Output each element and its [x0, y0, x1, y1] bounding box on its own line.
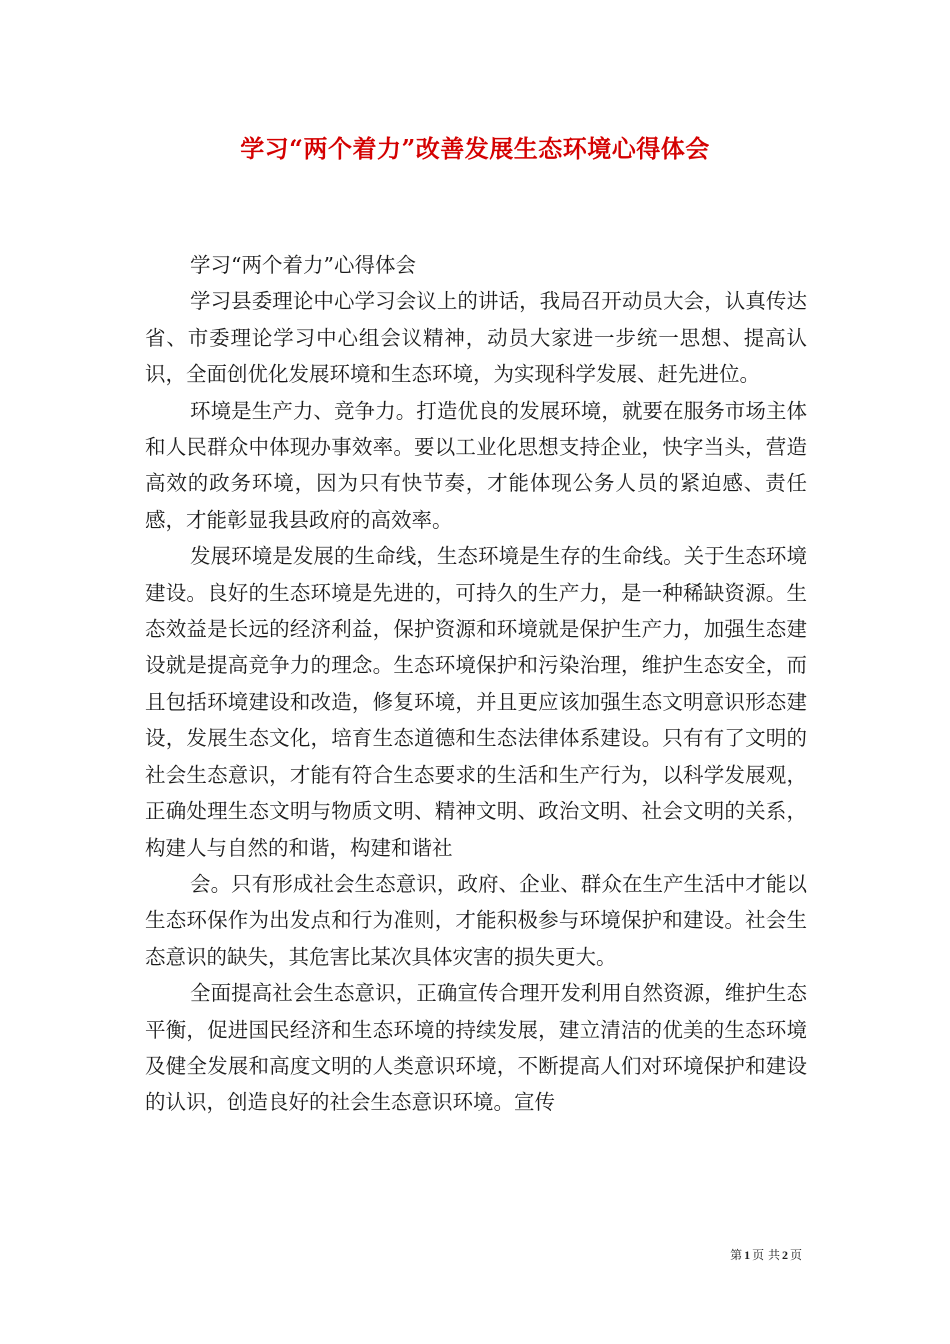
footer-suffix: 页: [789, 1248, 802, 1262]
paragraph-5: 全面提高社会生态意识，正确宣传合理开发利用自然资源，维护生态平衡，促进国民经济和生态环境的持续发展，建立清洁的优美的生态环境及健全发展和高度文明的人类意识环境，不断提高人们对环境保护和建设的认识，创造良好的社会生态意识环境。宣传: [145, 981, 807, 1115]
document-title: 学习“两个着力”改善发展生态环境心得体会: [240, 134, 710, 163]
footer-total-pages: 2: [781, 1248, 788, 1262]
paragraph-3: 发展环境是发展的生命线，生态环境是生存的生命线。关于生态环境建设。良好的生态环境是先进的，可持久的生产力，是一种稀缺资源。生态效益是长远的经济利益，保护资源和环境就是保护生产力，加强生态建设就是提高竞争力的理念。生态环境保护和污染治理，维护生态安全，而且包括环境建设和改造，修复环境，并且更应该加强生态文明意识形态建设，发展生态文化，培育生态道德和生态法律体系建设。只有有了文明的社会生态意识，才能有符合生态要求的生活和生产行为，以科学发展观，正确处理生态文明与物质文明、精神文明、政治文明、社会文明的关系，构建人与自然的和谐，构建和谐社: [145, 544, 807, 860]
footer-prefix: 第: [730, 1248, 743, 1262]
paragraph-2: 环境是生产力、竞争力。打造优良的发展环境，就要在服务市场主体和人民群众中体现办事效率。要以工业化思想支持企业，快字当头，营造高效的政务环境，因为只有快节奏，才能体现公务人员的紧迫感、责任感，才能彰显我县政府的高效率。: [145, 398, 807, 532]
page-footer: [730, 1247, 802, 1263]
footer-page-number: 1: [744, 1248, 751, 1262]
paragraph-4: 会。只有形成社会生态意识，政府、企业、群众在生产生活中才能以生态环保作为出发点和行为准则，才能积极参与环境保护和建设。社会生态意识的缺失，其危害比某次具体灾害的损失更大。: [145, 871, 807, 969]
footer-middle: 页 共: [752, 1248, 780, 1262]
document-body: [145, 247, 807, 1121]
paragraph-1: 学习县委理论中心学习会议上的讲话，我局召开动员大会，认真传达省、市委理论学习中心组会议精神，动员大家进一步统一思想、提高认识，全面创优化发展环境和生态环境，为实现科学发展、赶先进位。: [145, 289, 807, 387]
document-subtitle: 学习“两个着力”心得体会: [190, 253, 416, 277]
